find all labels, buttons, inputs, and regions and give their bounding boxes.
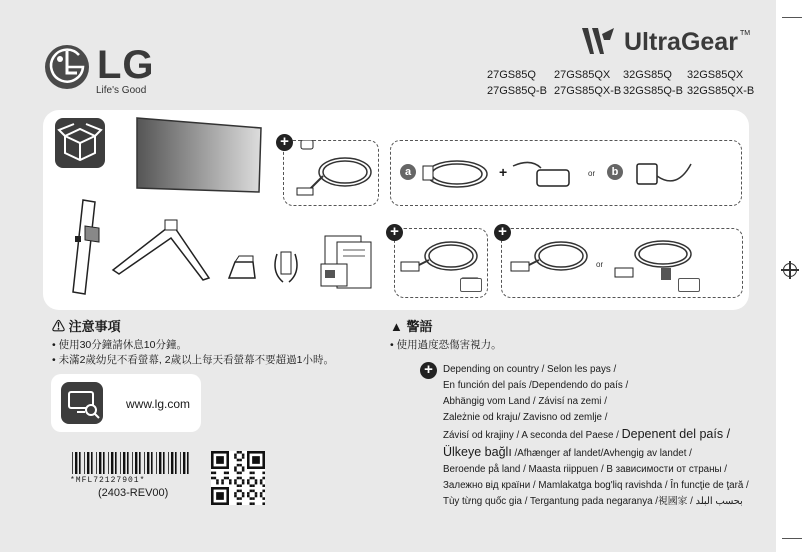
barcode-bar: [132, 452, 133, 474]
qr-module: [224, 472, 227, 475]
option-b-badge: b: [607, 164, 623, 180]
model-name: 27GS85QX: [554, 69, 611, 81]
qr-module: [211, 472, 214, 475]
power-cord-illustration: [421, 154, 491, 194]
website-url: www.lg.com: [126, 397, 191, 411]
note-line: Abhängig vom Land / Závisí na zemi /: [443, 396, 607, 407]
note-line-group: [443, 444, 763, 462]
qr-module: [250, 502, 253, 505]
model-name: 32GS85QX: [687, 69, 744, 81]
qr-finder-pattern: [252, 456, 260, 464]
model-name: 32GS85QX-B: [687, 85, 755, 97]
website-card: [51, 374, 201, 432]
qr-module: [239, 497, 242, 500]
stand-base-illustration: [109, 214, 219, 284]
qr-module: [242, 482, 245, 485]
port-icon: [678, 278, 700, 292]
barcode-bar: [123, 452, 125, 474]
qr-module: [252, 502, 255, 505]
qr-module: [229, 482, 232, 485]
qr-module: [239, 464, 242, 467]
plus-sign: +: [499, 164, 508, 180]
caution-heading: [52, 316, 334, 335]
qr-module: [224, 477, 227, 480]
qr-module: [262, 484, 265, 487]
qr-module: [239, 484, 242, 487]
barcode-bar: [168, 452, 169, 474]
qr-module: [234, 466, 237, 469]
barcode-bar: [75, 452, 77, 474]
qr-module: [211, 477, 214, 480]
barcode-bar: [127, 452, 129, 474]
lg-tagline: Life's Good: [96, 85, 147, 96]
qr-module: [260, 492, 263, 495]
qr-module: [242, 466, 245, 469]
warning-section: [390, 316, 502, 352]
note-line: Beroende på land / Maasta riippuen / В зависимости от страны /: [443, 464, 728, 475]
warning-heading: [390, 316, 502, 335]
warning-line: • 使用過度恐傷害視力。: [390, 339, 502, 351]
documents-illustration: [319, 234, 375, 290]
qr-finder-pattern: [216, 492, 224, 500]
note-line-group: [443, 426, 763, 444]
model-name: 32GS85Q: [623, 69, 672, 81]
qr-module: [262, 502, 265, 505]
qr-module: [239, 472, 242, 475]
qr-module: [216, 482, 219, 485]
barcode-bar: [111, 452, 113, 474]
barcode-bar: [87, 452, 89, 474]
port-icon: [460, 278, 482, 292]
box-icon: [55, 118, 105, 168]
note-text-large: Ülkeye bağlı: [443, 445, 512, 459]
stand-body-illustration: [55, 198, 115, 298]
qr-module: [247, 482, 250, 485]
qr-module: [262, 472, 265, 475]
barcode-bar: [180, 452, 181, 474]
barcode-bar: [115, 452, 117, 474]
qr-module: [242, 454, 245, 457]
barcode-bar: [99, 452, 101, 474]
caution-section: [52, 316, 334, 367]
trademark-symbol: TM: [740, 30, 751, 37]
barcode-bar: [135, 452, 137, 474]
qr-module: [234, 482, 237, 485]
qr-module: [237, 459, 240, 462]
qr-module: [221, 479, 224, 482]
barcode-bar: [171, 452, 173, 474]
barcode-bar: [144, 452, 145, 474]
plus-icon: +: [420, 362, 437, 379]
note-line: Tùy từng quốc gia / Tergantung pada negaranya /視國家 / بحسب البلد: [443, 496, 743, 507]
qr-module: [239, 459, 242, 462]
qr-module: [237, 477, 240, 480]
model-name: 27GS85QX-B: [554, 85, 622, 97]
qr-module: [237, 497, 240, 500]
barcode-bar: [139, 452, 141, 474]
qr-module: [226, 477, 229, 480]
note-line: Zależnie od kraju/ Zavisno od zemlje /: [443, 412, 608, 423]
barcode-bar: [183, 452, 185, 474]
crop-mark-bottom: [782, 538, 802, 539]
note-text: Závisí od krajiny / A seconda del Paese /: [443, 430, 622, 441]
barcode-bar: [72, 452, 73, 474]
qr-module: [250, 477, 253, 480]
qr-module: [242, 479, 245, 482]
qr-module: [234, 479, 237, 482]
model-name: 32GS85Q-B: [623, 85, 683, 97]
qr-module: [260, 482, 263, 485]
ultragear-wordmark: UltraGear: [624, 28, 738, 56]
qr-module: [221, 482, 224, 485]
qr-module: [250, 472, 253, 475]
qr-module: [247, 495, 250, 498]
qr-module: [216, 479, 219, 482]
monitor-search-icon: [61, 382, 103, 424]
barcode-bar: [159, 452, 161, 474]
option-a-badge: a: [400, 164, 416, 180]
barcode-bar: [84, 452, 85, 474]
package-contents-panel: [43, 110, 749, 310]
barcode-number: *MFL72127901*: [70, 476, 146, 485]
qr-module: [226, 472, 229, 475]
barcode-bar: [91, 452, 93, 474]
qr-code: [211, 451, 265, 505]
barcode-bar: [96, 452, 97, 474]
qr-module: [255, 482, 258, 485]
qr-module: [234, 492, 237, 495]
warning-title: 警語: [406, 319, 433, 334]
qr-module: [237, 502, 240, 505]
qr-module: [234, 456, 237, 459]
qr-module: [262, 490, 265, 493]
caution-title: 注意事項: [68, 319, 121, 334]
qr-module: [255, 492, 258, 495]
qr-module: [214, 472, 217, 475]
qr-module: [252, 472, 255, 475]
qr-module: [260, 479, 263, 482]
note-line: Depending on country / Selon les pays /: [443, 364, 617, 375]
qr-module: [237, 490, 240, 493]
wall-adapter-illustration: [631, 154, 701, 194]
barcode-bar: [175, 452, 177, 474]
qr-module: [239, 502, 242, 505]
qr-module: [252, 497, 255, 500]
ultragear-logo: [580, 24, 750, 64]
qr-module: [252, 484, 255, 487]
note-line: Залежно від країни / Mamlakatga bog'liq ravishda / În funcţie de ţară /: [443, 480, 749, 491]
or-label: or: [596, 260, 604, 269]
usb-cable-illustration: [295, 140, 377, 200]
model-name: 27GS85Q: [487, 69, 536, 81]
or-label: or: [588, 169, 596, 178]
qr-module: [234, 454, 237, 457]
plus-icon: +: [494, 224, 511, 241]
barcode-bar: [108, 452, 109, 474]
qr-module: [252, 477, 255, 480]
qr-module: [250, 497, 253, 500]
qr-module: [250, 484, 253, 487]
lg-logo: [45, 45, 195, 105]
qr-module: [260, 495, 263, 498]
revision-code: (2403-REV00): [98, 487, 169, 499]
barcode-bar: [103, 452, 105, 474]
note-text-large: Depenent del país /: [621, 427, 731, 441]
warning-triangle-filled-icon: ▲: [390, 319, 403, 334]
barcode-bar: [147, 452, 149, 474]
qr-module: [229, 479, 232, 482]
qr-module: [247, 479, 250, 482]
monitor-illustration: [135, 116, 265, 194]
qr-module: [255, 495, 258, 498]
qr-module: [242, 469, 245, 472]
lg-wordmark: LG: [97, 43, 155, 87]
registration-mark: [783, 263, 797, 277]
qr-module: [242, 456, 245, 459]
qr-module: [237, 464, 240, 467]
barcode-bar: [79, 452, 81, 474]
qr-module: [237, 484, 240, 487]
qr-module: [262, 477, 265, 480]
barcode-bar: [120, 452, 121, 474]
caution-line: • 未滿2歲幼兒不看螢幕, 2歲以上每天看螢幕不要超過1小時。: [52, 354, 334, 366]
qr-module: [247, 492, 250, 495]
warning-triangle-icon: ⚠: [52, 319, 66, 334]
qr-module: [239, 451, 242, 454]
qr-module: [252, 490, 255, 493]
country-availability-note: [443, 362, 763, 510]
barcode-bar: [163, 452, 165, 474]
model-name: 27GS85Q-B: [487, 85, 547, 97]
plus-icon: +: [276, 134, 293, 151]
plus-icon: +: [386, 224, 403, 241]
note-line: En función del país /Dependendo do país /: [443, 380, 629, 391]
qr-module: [262, 497, 265, 500]
crop-mark-top: [782, 17, 802, 18]
barcode-bar: [151, 452, 153, 474]
power-adapter-illustration: [511, 156, 577, 192]
qr-module: [242, 492, 245, 495]
qr-module: [255, 479, 258, 482]
lg-face-icon: [45, 45, 89, 89]
qr-module: [214, 477, 217, 480]
qr-module: [250, 490, 253, 493]
qr-module: [237, 451, 240, 454]
cable-holder-illustration: [225, 252, 259, 284]
barcode-bar: [187, 452, 189, 474]
qr-module: [239, 490, 242, 493]
cable-tie-illustration: [269, 248, 303, 288]
qr-module: [234, 495, 237, 498]
barcode-bar: [156, 452, 157, 474]
caution-line: • 使用30分鐘請休息10分鐘。: [52, 339, 187, 351]
qr-module: [239, 477, 242, 480]
note-text: /Afhænger af landet/Avhengig av landet /: [511, 448, 692, 459]
qr-module: [242, 495, 245, 498]
qr-finder-pattern: [216, 456, 224, 464]
ultragear-emblem-icon: [580, 24, 620, 60]
qr-module: [237, 472, 240, 475]
displayport-cable-illustration: [509, 232, 595, 292]
qr-module: [234, 469, 237, 472]
